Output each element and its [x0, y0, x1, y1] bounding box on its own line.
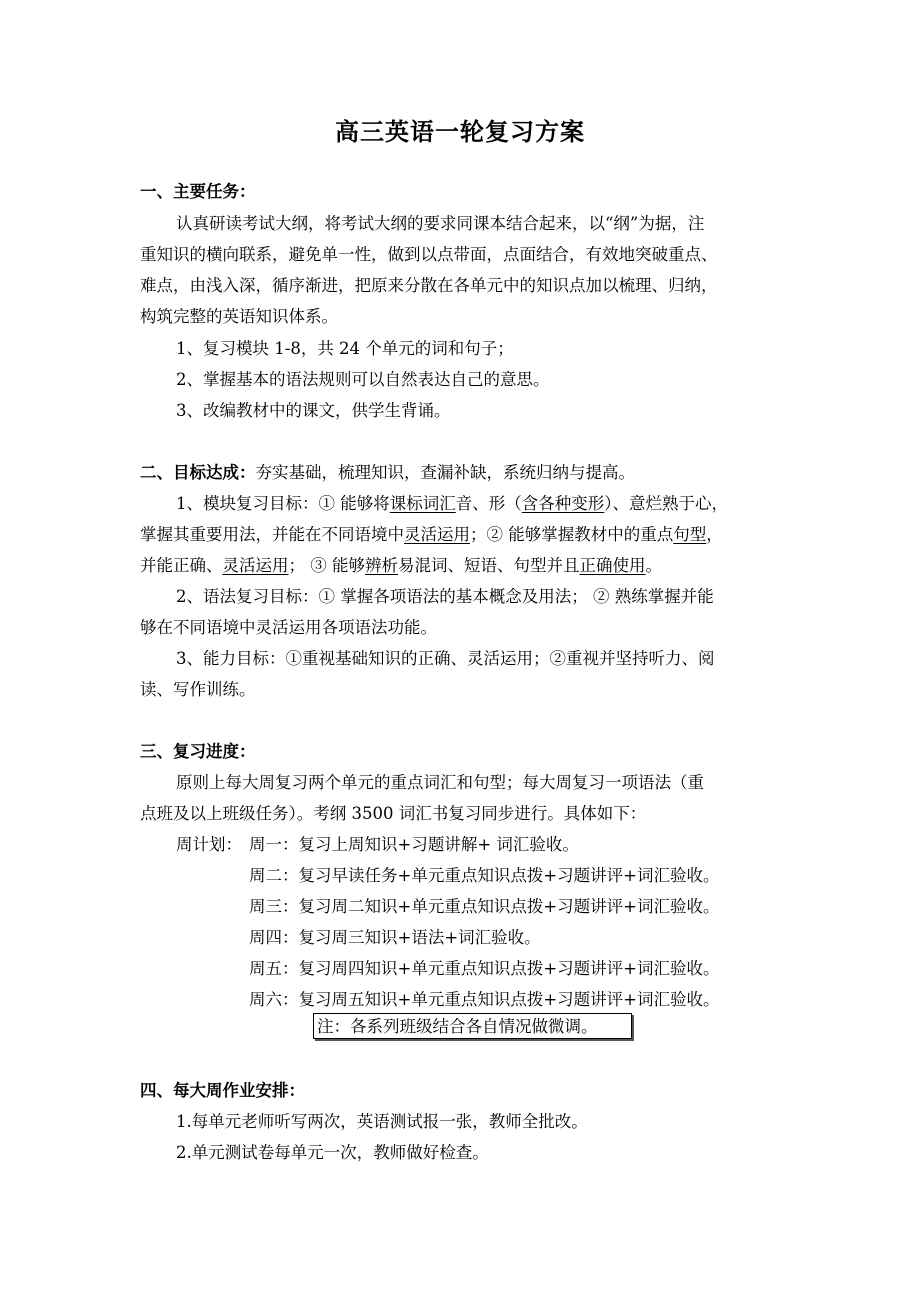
plan-row-wednesday: 周三：复习周二知识+单元重点知识点拨+习题讲评+词汇验收。 — [249, 897, 720, 916]
document-title: 高三英语一轮复习方案 — [335, 118, 585, 146]
list-item: 1.每单元老师听写两次，英语测试报一张，教师全批改。 — [176, 1112, 588, 1131]
note-box: 注：各系列班级结合各自情况做微调。 — [313, 1013, 632, 1039]
list-item: 1、复习模块 1-8，共 24 个单元的词和句子； — [176, 339, 514, 358]
text-run: 音、形（ — [455, 494, 522, 513]
plan-row-tuesday: 周二：复习早读任务+单元重点知识点拨+习题讲评+词汇验收。 — [249, 866, 720, 885]
paragraph-line: 认真研读考试大纲，将考试大纲的要求同课本结合起来，以“纲”为据，注 — [176, 214, 705, 233]
section-heading-progress: 三、复习进度： — [140, 742, 256, 761]
underlined-text: 句型 — [673, 525, 707, 544]
goal-2-line: 2、语法复习目标：① 掌握各项语法的基本概念及用法； ② 熟练掌握并能 — [176, 587, 714, 606]
text-run: 。 — [645, 556, 662, 575]
text-run: 掌握其重要用法，并能在不同语境中 — [140, 525, 404, 544]
plan-row-friday: 周五：复习周四知识+单元重点知识点拨+习题讲评+词汇验收。 — [249, 959, 720, 978]
text-run: ， — [706, 525, 723, 544]
underlined-text: 灵活运用 — [222, 556, 289, 575]
section-heading-text: 夯实基础，梳理知识，查漏补缺，系统归纳与提高。 — [255, 463, 635, 482]
goal-2-line: 够在不同语境中灵活运用各项语法功能。 — [140, 618, 437, 637]
plan-row-thursday: 周四：复习周三知识+语法+词汇验收。 — [249, 928, 541, 947]
plan-row-monday: 周一：复习上周知识+习题讲解+ 词汇验收。 — [249, 835, 579, 854]
section-heading-goals — [140, 462, 635, 484]
underlined-text: 灵活运用 — [404, 525, 470, 544]
weekly-plan-label: 周计划： — [176, 835, 242, 854]
goal-1-line — [140, 524, 723, 546]
paragraph-line: 点班及以上班级任务）。考纲 3500 词汇书复习同步进行。具体如下： — [140, 804, 647, 823]
text-run: 易混词、短语、句型并且 — [398, 556, 580, 575]
paragraph-line: 构筑完整的英语知识体系。 — [140, 307, 338, 326]
list-item: 2.单元测试卷每单元一次，教师做好检查。 — [176, 1143, 489, 1162]
underlined-text: 正确使用 — [579, 556, 646, 575]
list-item: 2、掌握基本的语法规则可以自然表达自己的意思。 — [176, 370, 550, 389]
goal-1-line — [176, 493, 728, 515]
section-heading-main-tasks: 一、主要任务： — [140, 182, 256, 201]
paragraph-line: 原则上每大周复习两个单元的重点词汇和句型；每大周复习一项语法（重 — [176, 773, 704, 792]
text-run: 1、模块复习目标：① 能够将 — [176, 494, 390, 513]
text-run: ；② 能够掌握教材中的重点 — [470, 525, 674, 544]
text-run: ； ③ 能够 — [288, 556, 365, 575]
text-run: ）、意烂熟于心， — [604, 494, 728, 513]
underlined-text: 含各种变形 — [521, 494, 605, 513]
underlined-text: 辨析 — [365, 556, 398, 575]
section-heading-label: 二、目标达成： — [140, 463, 256, 482]
goal-3-line: 3、能力目标：①重视基础知识的正确、灵活运用；②重视并坚持听力、阅 — [176, 649, 715, 668]
text-run: 并能正确、 — [140, 556, 223, 575]
underlined-text: 课标词汇 — [389, 494, 456, 513]
paragraph-line: 重知识的横向联系，避免单一性，做到以点带面，点面结合，有效地突破重点、 — [140, 245, 718, 264]
list-item: 3、改编教材中的课文，供学生背诵。 — [176, 401, 451, 420]
goal-1-line — [140, 555, 662, 577]
paragraph-line: 难点，由浅入深，循序渐进，把原来分散在各单元中的知识点加以梳理、归纳， — [140, 276, 718, 295]
goal-3-line: 读、写作训练。 — [140, 680, 256, 699]
plan-row-saturday: 周六：复习周五知识+单元重点知识点拨+习题讲评+词汇验收。 — [249, 990, 720, 1009]
section-heading-homework: 四、每大周作业安排： — [140, 1081, 305, 1100]
